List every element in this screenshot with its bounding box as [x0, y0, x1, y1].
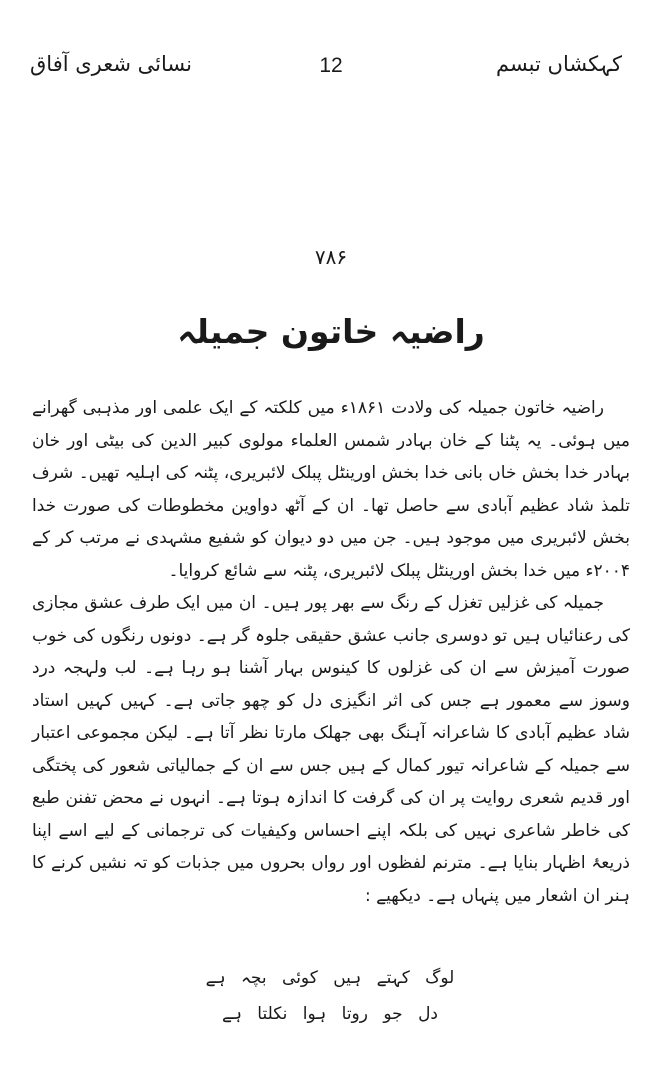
- poem-line: لوگ کہتے ہیں کوئی بچہ ہے: [205, 968, 455, 988]
- page-number: 12: [319, 54, 343, 77]
- running-header: [30, 52, 632, 92]
- poem-couplet: [130, 960, 530, 1032]
- paragraph: راضیہ خاتون جمیلہ کی ولادت ۱۸۶۱ء میں کلکتہ کے ایک علمی اور مذہبی گھرانے میں ہوئی۔ یہ پٹنا کے خان بہادر شمس العلماء مولوی کبیر الدین کی بیٹی اور خان بہادر خدا بخش خاں بانی خدا بخش اورینٹل پبلک لائبریری، پٹنہ کی اہلیہ تھیں۔ شرف تلمذ شاد عظیم آبادی سے حاصل تھا۔ ان کے آٹھ دواوین مخطوطات کی صورت خدا بخش لائبریری میں موجود ہیں۔ جن میں دو دیوان کو شفیع مشہدی نے مرتب کر کے ۲۰۰۴ء میں خدا بخش اورینٹل پبلک لائبریری، پٹنہ سے شائع کروایا۔: [32, 398, 630, 581]
- author-name: کہکشاں تبسم: [495, 52, 622, 76]
- body-text: [32, 392, 630, 912]
- entry-number: ۷۸۶: [314, 245, 348, 269]
- entry-title: راضیہ خاتون جمیلہ: [177, 312, 485, 351]
- poem-line: دل جو روتا ہوا نکلتا ہے: [221, 1004, 438, 1024]
- book-title: نسائی شعری آفاق: [30, 52, 192, 76]
- paragraph: جمیلہ کی غزلیں تغزل کے رنگ سے بھر پور ہیں۔ ان میں ایک طرف عشق مجازی کی رعنائیاں ہیں تو دوسری جانب عشق حقیقی جلوہ گر ہے۔ دونوں رنگوں کی خوب صورت آمیزش سے ان کی غزلوں کا کینوس بہار آشنا ہو رہا ہے۔ لب ولہجہ درد وسوز سے معمور ہے جس کی اثر انگیزی دل کو چھو جاتی ہے۔ کہیں کہیں استاد شاد عظیم آبادی کا شاعرانہ آہنگ بھی جھلک مارتا نظر آتا ہے۔ لیکن مجموعی اعتبار سے جمیلہ کے شاعرانہ تیور کمال کے ہیں جس سے ان کے جمالیاتی شعور کی پختگی اور قدیم شعری روایت پر ان کی گرفت کا اندازہ ہوتا ہے۔ انہوں نے محض تفنن طبع کی خاطر شاعری نہیں کی بلکہ اپنے احساس وکیفیات کی ترجمانی کے لیے اسے اپنا ذریعۂ اظہار بنایا ہے۔ مترنم لفظوں اور رواں بحروں میں جذبات کو تہ نشیں کرنے کا ہنر ان اشعار میں پنہاں ہے۔ دیکھیے :: [32, 593, 630, 906]
